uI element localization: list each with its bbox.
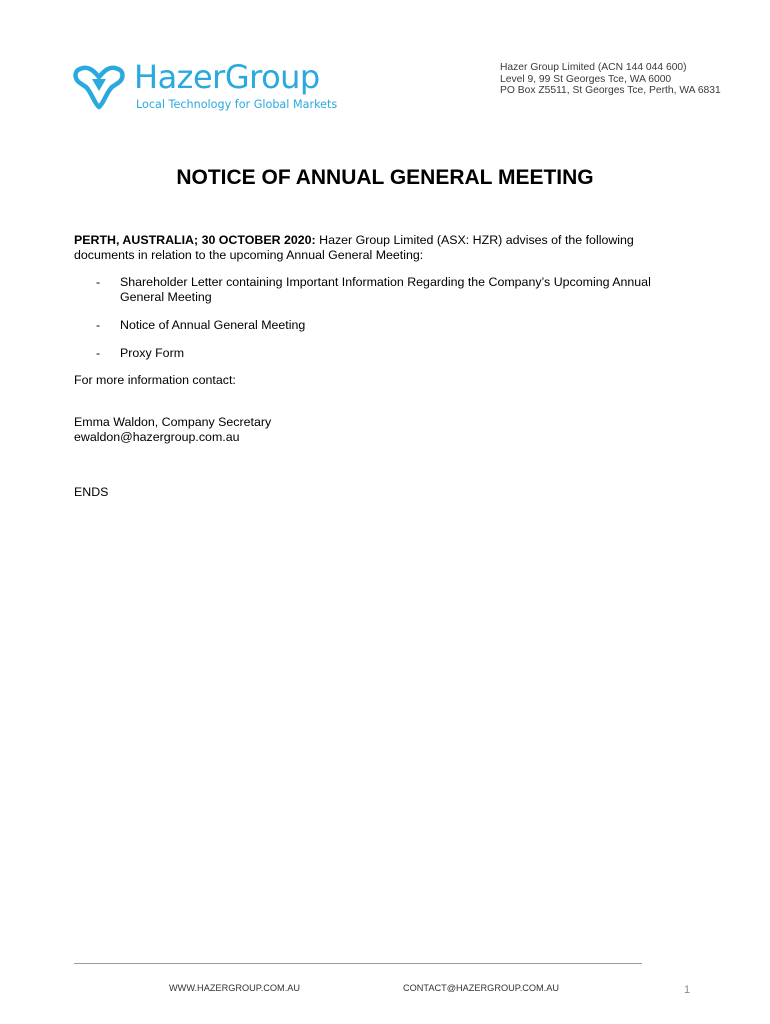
contact-email[interactable]: ewaldon@hazergroup.com.au (74, 430, 240, 444)
address-line: Level 9, 99 St Georges Tce, WA 6000 (500, 73, 672, 85)
list-item (74, 275, 684, 305)
footer-email-link[interactable]: CONTACT@HAZERGROUP.COM.AU (403, 983, 559, 993)
ends-marker: ENDS (74, 485, 109, 499)
contact-name: Emma Waldon, Company Secretary (74, 415, 272, 429)
page-number: 1 (684, 984, 691, 996)
logo-wordmark: HazerGroup (134, 58, 320, 96)
document-list (74, 275, 684, 374)
logo-tagline: Local Technology for Global Markets (136, 98, 338, 111)
hazer-triangle-logo-icon (72, 63, 126, 111)
address-line: PO Box Z5511, St Georges Tce, Perth, WA 6831 (500, 85, 721, 97)
list-item (74, 318, 684, 333)
footer-website-link[interactable]: WWW.HAZERGROUP.COM.AU (169, 983, 301, 993)
list-marker: - (96, 318, 101, 332)
list-marker: - (96, 275, 101, 289)
intro-text: Hazer Group Limited (ASX: HZR) advises of the following documents in relation to the upcoming Annual General Meeting: (74, 233, 634, 262)
intro-paragraph (74, 233, 684, 263)
document-title: NOTICE OF ANNUAL GENERAL MEETING (176, 166, 594, 189)
list-item-text: Notice of Annual General Meeting (120, 318, 306, 332)
list-item (74, 346, 684, 361)
list-item-text: Proxy Form (120, 346, 185, 360)
list-item-text: Shareholder Letter containing Important Information Regarding the Company’s Upcoming Annual General Meeting (120, 275, 651, 304)
list-marker: - (96, 346, 101, 360)
address-line: Hazer Group Limited (ACN 144 044 600) (500, 62, 687, 73)
intro-dateline: PERTH, AUSTRALIA; 30 OCTOBER 2020: (74, 233, 316, 247)
company-address (500, 62, 721, 97)
footer-divider (74, 963, 642, 964)
contact-block (74, 415, 684, 445)
contact-label: For more information contact: (74, 373, 236, 387)
company-logo (72, 58, 342, 114)
